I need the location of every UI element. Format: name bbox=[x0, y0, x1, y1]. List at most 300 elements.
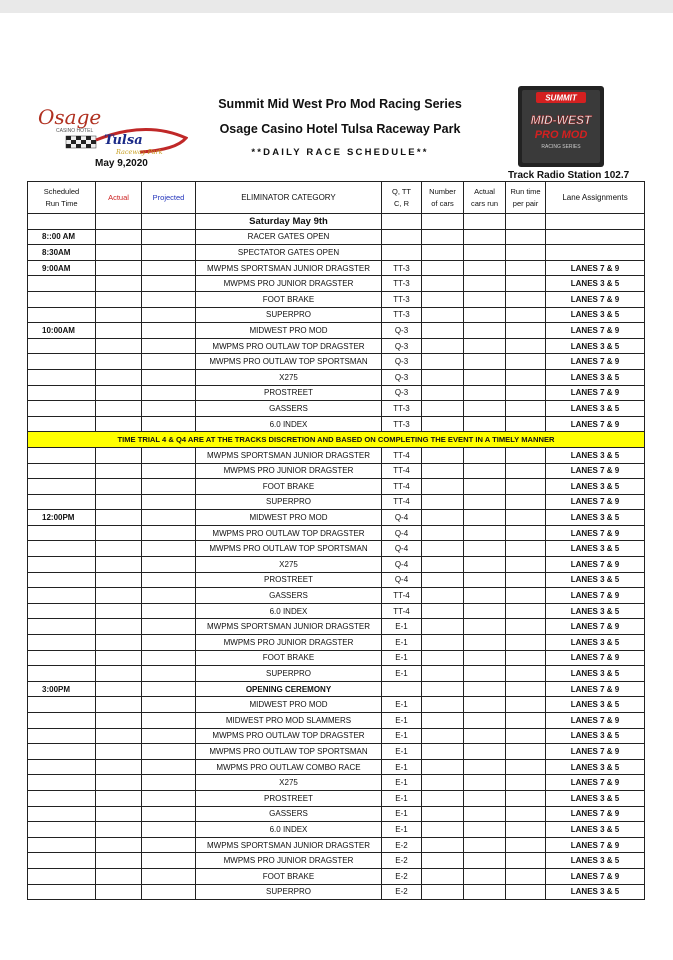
category-cell: MWPMS SPORTSMAN JUNIOR DRAGSTER bbox=[196, 619, 382, 635]
category-cell: RACER GATES OPEN bbox=[196, 229, 382, 245]
qtt-cell: E-1 bbox=[382, 697, 422, 713]
table-row bbox=[28, 588, 645, 604]
scheduled-time-cell bbox=[28, 463, 96, 479]
table-row bbox=[28, 744, 645, 760]
actual-cell bbox=[96, 635, 142, 651]
actual-cars-run-cell bbox=[464, 728, 506, 744]
scheduled-time-cell bbox=[28, 666, 96, 682]
table-row bbox=[28, 697, 645, 713]
qtt-cell: E-2 bbox=[382, 884, 422, 900]
projected-cell bbox=[142, 463, 196, 479]
logo-tulsa-word: Tulsa bbox=[104, 133, 143, 148]
number-of-cars-cell bbox=[422, 713, 464, 729]
run-time-cell bbox=[506, 588, 546, 604]
table-row bbox=[28, 619, 645, 635]
logo-promod-word: PRO MOD bbox=[534, 129, 588, 141]
number-of-cars-cell bbox=[422, 416, 464, 432]
table-row bbox=[28, 806, 645, 822]
number-of-cars-cell bbox=[422, 744, 464, 760]
qtt-cell bbox=[382, 229, 422, 245]
actual-cars-run-cell bbox=[464, 744, 506, 760]
scheduled-time-cell bbox=[28, 354, 96, 370]
actual-cell bbox=[96, 603, 142, 619]
actual-cell bbox=[96, 790, 142, 806]
actual-cars-run-cell bbox=[464, 525, 506, 541]
scheduled-time-cell bbox=[28, 479, 96, 495]
number-of-cars-cell bbox=[422, 775, 464, 791]
category-cell: 6.0 INDEX bbox=[196, 603, 382, 619]
run-time-cell bbox=[506, 447, 546, 463]
scheduled-time-cell bbox=[28, 728, 96, 744]
run-time-cell bbox=[506, 806, 546, 822]
actual-cars-run-cell bbox=[464, 790, 506, 806]
actual-cell bbox=[96, 822, 142, 838]
projected-cell bbox=[142, 245, 196, 261]
actual-cell bbox=[96, 681, 142, 697]
lane-assignment-cell: LANES 7 & 9 bbox=[546, 416, 645, 432]
category-cell: X275 bbox=[196, 369, 382, 385]
run-time-cell bbox=[506, 853, 546, 869]
actual-cars-run-cell bbox=[464, 635, 506, 651]
actual-cell bbox=[96, 245, 142, 261]
scheduled-time-cell bbox=[28, 806, 96, 822]
actual-cars-run-cell bbox=[464, 323, 506, 339]
actual-cars-run-cell bbox=[464, 245, 506, 261]
number-of-cars-cell bbox=[422, 245, 464, 261]
number-of-cars-cell bbox=[422, 557, 464, 573]
lane-assignment-cell: LANES 3 & 5 bbox=[546, 790, 645, 806]
projected-cell bbox=[142, 650, 196, 666]
table-row bbox=[28, 603, 645, 619]
category-cell: GASSERS bbox=[196, 401, 382, 417]
lane-assignment-cell: LANES 7 & 9 bbox=[546, 868, 645, 884]
table-row bbox=[28, 416, 645, 432]
scheduled-time-cell bbox=[28, 494, 96, 510]
scheduled-time-cell bbox=[28, 635, 96, 651]
run-time-cell bbox=[506, 884, 546, 900]
number-of-cars-cell bbox=[422, 790, 464, 806]
number-of-cars-cell bbox=[422, 572, 464, 588]
actual-cars-run-cell bbox=[464, 510, 506, 526]
scheduled-time-cell bbox=[28, 603, 96, 619]
scheduled-time-cell bbox=[28, 588, 96, 604]
category-cell: MWPMS PRO OUTLAW COMBO RACE bbox=[196, 759, 382, 775]
projected-cell bbox=[142, 759, 196, 775]
col-actual-cars-run: Actual cars run bbox=[464, 182, 506, 214]
number-of-cars-cell bbox=[422, 619, 464, 635]
category-cell: FOOT BRAKE bbox=[196, 291, 382, 307]
actual-cell bbox=[96, 806, 142, 822]
run-time-cell bbox=[506, 713, 546, 729]
table-row bbox=[28, 557, 645, 573]
actual-cell bbox=[96, 697, 142, 713]
category-cell: MWPMS PRO OUTLAW TOP SPORTSMAN bbox=[196, 354, 382, 370]
table-row bbox=[28, 291, 645, 307]
col-scheduled: Scheduled Run Time bbox=[28, 182, 96, 214]
projected-cell bbox=[142, 666, 196, 682]
scheduled-time-cell bbox=[28, 338, 96, 354]
projected-cell bbox=[142, 806, 196, 822]
table-row bbox=[28, 479, 645, 495]
category-cell: FOOT BRAKE bbox=[196, 650, 382, 666]
logo-racing-series-word: RACING SERIES bbox=[541, 144, 581, 150]
actual-cars-run-cell bbox=[464, 681, 506, 697]
qtt-cell: E-1 bbox=[382, 790, 422, 806]
lane-assignment-cell: LANES 7 & 9 bbox=[546, 463, 645, 479]
category-cell: MIDWEST PRO MOD bbox=[196, 510, 382, 526]
category-cell: 6.0 INDEX bbox=[196, 416, 382, 432]
lane-assignment-cell: LANES 7 & 9 bbox=[546, 557, 645, 573]
table-row bbox=[28, 666, 645, 682]
qtt-cell: E-1 bbox=[382, 619, 422, 635]
run-time-cell bbox=[506, 307, 546, 323]
actual-cell bbox=[96, 619, 142, 635]
scheduled-time-cell bbox=[28, 759, 96, 775]
actual-cars-run-cell bbox=[464, 385, 506, 401]
lane-assignment-cell: LANES 7 & 9 bbox=[546, 354, 645, 370]
table-row bbox=[28, 681, 645, 697]
col-qtt: Q, TT C, R bbox=[382, 182, 422, 214]
lane-assignment-cell: LANES 3 & 5 bbox=[546, 479, 645, 495]
lane-assignment-cell bbox=[546, 245, 645, 261]
number-of-cars-cell bbox=[422, 588, 464, 604]
actual-cars-run-cell bbox=[464, 416, 506, 432]
table-row bbox=[28, 276, 645, 292]
actual-cell bbox=[96, 541, 142, 557]
number-of-cars-cell bbox=[422, 884, 464, 900]
actual-cell bbox=[96, 572, 142, 588]
run-time-cell bbox=[506, 323, 546, 339]
actual-cars-run-cell bbox=[464, 229, 506, 245]
actual-cars-run-cell bbox=[464, 572, 506, 588]
qtt-cell: TT-4 bbox=[382, 494, 422, 510]
table-row bbox=[28, 775, 645, 791]
qtt-cell: E-2 bbox=[382, 837, 422, 853]
projected-cell bbox=[142, 323, 196, 339]
category-cell: FOOT BRAKE bbox=[196, 479, 382, 495]
projected-cell bbox=[142, 790, 196, 806]
midwest-pro-mod-logo bbox=[518, 86, 604, 167]
table-row bbox=[28, 790, 645, 806]
lane-assignment-cell: LANES 7 & 9 bbox=[546, 713, 645, 729]
category-cell: MWPMS SPORTSMAN JUNIOR DRAGSTER bbox=[196, 447, 382, 463]
lane-assignment-cell: LANES 7 & 9 bbox=[546, 650, 645, 666]
actual-cell bbox=[96, 354, 142, 370]
run-time-cell bbox=[506, 790, 546, 806]
actual-cars-run-cell bbox=[464, 588, 506, 604]
category-cell: MWPMS PRO JUNIOR DRAGSTER bbox=[196, 276, 382, 292]
lane-assignment-cell: LANES 7 & 9 bbox=[546, 744, 645, 760]
number-of-cars-cell bbox=[422, 635, 464, 651]
qtt-cell: Q-4 bbox=[382, 541, 422, 557]
lane-assignment-cell: LANES 3 & 5 bbox=[546, 369, 645, 385]
qtt-cell: TT-3 bbox=[382, 401, 422, 417]
top-bar bbox=[0, 0, 673, 13]
scheduled-time-cell bbox=[28, 385, 96, 401]
number-of-cars-cell bbox=[422, 447, 464, 463]
category-cell: PROSTREET bbox=[196, 790, 382, 806]
scheduled-time-cell bbox=[28, 447, 96, 463]
col-run-time: Run time per pair bbox=[506, 182, 546, 214]
run-time-cell bbox=[506, 494, 546, 510]
run-time-cell bbox=[506, 697, 546, 713]
schedule-subtitle: **DAILY RACE SCHEDULE** bbox=[251, 147, 429, 158]
run-time-cell bbox=[506, 541, 546, 557]
actual-cars-run-cell bbox=[464, 837, 506, 853]
qtt-cell: TT-3 bbox=[382, 416, 422, 432]
actual-cell bbox=[96, 650, 142, 666]
projected-cell bbox=[142, 229, 196, 245]
category-cell: MIDWEST PRO MOD bbox=[196, 697, 382, 713]
projected-cell bbox=[142, 603, 196, 619]
actual-cell bbox=[96, 494, 142, 510]
col-number-of-cars: Number of cars bbox=[422, 182, 464, 214]
projected-cell bbox=[142, 775, 196, 791]
table-row bbox=[28, 307, 645, 323]
projected-cell bbox=[142, 635, 196, 651]
logo-raceway-word: Raceway Park bbox=[116, 148, 163, 156]
scheduled-time-cell bbox=[28, 713, 96, 729]
table-header-row bbox=[28, 182, 645, 214]
actual-cell bbox=[96, 307, 142, 323]
projected-cell bbox=[142, 276, 196, 292]
actual-cars-run-cell bbox=[464, 713, 506, 729]
table-row bbox=[28, 837, 645, 853]
lane-assignment-cell: LANES 7 & 9 bbox=[546, 588, 645, 604]
qtt-cell: E-2 bbox=[382, 853, 422, 869]
scheduled-time-cell bbox=[28, 557, 96, 573]
lane-assignment-cell: LANES 7 & 9 bbox=[546, 260, 645, 276]
qtt-cell: TT-4 bbox=[382, 479, 422, 495]
number-of-cars-cell bbox=[422, 401, 464, 417]
projected-cell bbox=[142, 853, 196, 869]
table-row bbox=[28, 868, 645, 884]
notice-row bbox=[28, 432, 645, 448]
actual-cell bbox=[96, 385, 142, 401]
actual-cell bbox=[96, 666, 142, 682]
category-cell: GASSERS bbox=[196, 588, 382, 604]
projected-cell bbox=[142, 494, 196, 510]
category-cell: MWPMS SPORTSMAN JUNIOR DRAGSTER bbox=[196, 260, 382, 276]
category-cell: SUPERPRO bbox=[196, 666, 382, 682]
projected-cell bbox=[142, 728, 196, 744]
table-row bbox=[28, 323, 645, 339]
number-of-cars-cell bbox=[422, 728, 464, 744]
col-projected: Projected bbox=[142, 182, 196, 214]
actual-cars-run-cell bbox=[464, 853, 506, 869]
scheduled-time-cell bbox=[28, 697, 96, 713]
category-cell: MWPMS PRO OUTLAW TOP DRAGSTER bbox=[196, 728, 382, 744]
logo-midwest-word: MID-WEST bbox=[530, 113, 592, 127]
lane-assignment-cell: LANES 7 & 9 bbox=[546, 291, 645, 307]
lane-assignment-cell: LANES 7 & 9 bbox=[546, 494, 645, 510]
category-cell: MWPMS PRO OUTLAW TOP SPORTSMAN bbox=[196, 541, 382, 557]
run-time-cell bbox=[506, 666, 546, 682]
osage-tulsa-logo bbox=[36, 106, 188, 158]
table-row bbox=[28, 463, 645, 479]
run-time-cell bbox=[506, 603, 546, 619]
actual-cars-run-cell bbox=[464, 619, 506, 635]
actual-cars-run-cell bbox=[464, 354, 506, 370]
scheduled-time-cell: 9:00AM bbox=[28, 260, 96, 276]
number-of-cars-cell bbox=[422, 759, 464, 775]
actual-cell bbox=[96, 728, 142, 744]
logo-osage-word: Osage bbox=[38, 106, 102, 129]
number-of-cars-cell bbox=[422, 479, 464, 495]
table-row bbox=[28, 635, 645, 651]
run-time-cell bbox=[506, 229, 546, 245]
qtt-cell: TT-4 bbox=[382, 447, 422, 463]
actual-cell bbox=[96, 853, 142, 869]
table-row bbox=[28, 541, 645, 557]
table-row bbox=[28, 369, 645, 385]
qtt-cell: E-1 bbox=[382, 822, 422, 838]
lane-assignment-cell: LANES 3 & 5 bbox=[546, 884, 645, 900]
actual-cell bbox=[96, 557, 142, 573]
qtt-cell: TT-3 bbox=[382, 260, 422, 276]
run-time-cell bbox=[506, 479, 546, 495]
projected-cell bbox=[142, 369, 196, 385]
run-time-cell bbox=[506, 245, 546, 261]
actual-cars-run-cell bbox=[464, 822, 506, 838]
number-of-cars-cell bbox=[422, 681, 464, 697]
number-of-cars-cell bbox=[422, 666, 464, 682]
projected-cell bbox=[142, 681, 196, 697]
actual-cars-run-cell bbox=[464, 307, 506, 323]
actual-cell bbox=[96, 837, 142, 853]
category-cell: MWPMS PRO JUNIOR DRAGSTER bbox=[196, 635, 382, 651]
lane-assignment-cell: LANES 3 & 5 bbox=[546, 338, 645, 354]
qtt-cell: Q-4 bbox=[382, 572, 422, 588]
number-of-cars-cell bbox=[422, 276, 464, 292]
scheduled-time-cell bbox=[28, 572, 96, 588]
number-of-cars-cell bbox=[422, 494, 464, 510]
projected-cell bbox=[142, 557, 196, 573]
run-time-cell bbox=[506, 619, 546, 635]
actual-cell bbox=[96, 260, 142, 276]
projected-cell bbox=[142, 868, 196, 884]
category-cell: MWPMS PRO OUTLAW TOP DRAGSTER bbox=[196, 525, 382, 541]
checkered-flag-icon bbox=[66, 136, 96, 148]
category-cell: GASSERS bbox=[196, 806, 382, 822]
number-of-cars-cell bbox=[422, 323, 464, 339]
venue-title: Osage Casino Hotel Tulsa Raceway Park bbox=[219, 122, 461, 136]
lane-assignment-cell: LANES 3 & 5 bbox=[546, 822, 645, 838]
run-time-cell bbox=[506, 744, 546, 760]
run-time-cell bbox=[506, 401, 546, 417]
number-of-cars-cell bbox=[422, 837, 464, 853]
qtt-cell: TT-4 bbox=[382, 588, 422, 604]
lane-assignment-cell: LANES 3 & 5 bbox=[546, 276, 645, 292]
run-time-cell bbox=[506, 775, 546, 791]
category-cell: SPECTATOR GATES OPEN bbox=[196, 245, 382, 261]
actual-cars-run-cell bbox=[464, 884, 506, 900]
number-of-cars-cell bbox=[422, 541, 464, 557]
actual-cell bbox=[96, 525, 142, 541]
category-cell: PROSTREET bbox=[196, 572, 382, 588]
scheduled-time-cell bbox=[28, 525, 96, 541]
run-time-cell bbox=[506, 837, 546, 853]
table-row bbox=[28, 510, 645, 526]
lane-assignment-cell: LANES 3 & 5 bbox=[546, 697, 645, 713]
qtt-cell: E-2 bbox=[382, 868, 422, 884]
lane-assignment-cell: LANES 3 & 5 bbox=[546, 853, 645, 869]
projected-cell bbox=[142, 525, 196, 541]
table-row bbox=[28, 728, 645, 744]
projected-cell bbox=[142, 884, 196, 900]
lane-assignment-cell: LANES 7 & 9 bbox=[546, 323, 645, 339]
category-cell: X275 bbox=[196, 557, 382, 573]
projected-cell bbox=[142, 479, 196, 495]
table-row bbox=[28, 822, 645, 838]
actual-cars-run-cell bbox=[464, 557, 506, 573]
table-row bbox=[28, 447, 645, 463]
projected-cell bbox=[142, 713, 196, 729]
run-time-cell bbox=[506, 385, 546, 401]
race-date: May 9,2020 bbox=[95, 158, 148, 169]
run-time-cell bbox=[506, 822, 546, 838]
lane-assignment-cell: LANES 7 & 9 bbox=[546, 681, 645, 697]
actual-cars-run-cell bbox=[464, 494, 506, 510]
lane-assignment-cell: LANES 3 & 5 bbox=[546, 401, 645, 417]
number-of-cars-cell bbox=[422, 868, 464, 884]
run-time-cell bbox=[506, 369, 546, 385]
series-title: Summit Mid West Pro Mod Racing Series bbox=[218, 97, 462, 111]
number-of-cars-cell bbox=[422, 338, 464, 354]
qtt-cell bbox=[382, 681, 422, 697]
table-row bbox=[28, 884, 645, 900]
projected-cell bbox=[142, 697, 196, 713]
scheduled-time-cell bbox=[28, 853, 96, 869]
scheduled-time-cell bbox=[28, 416, 96, 432]
projected-cell bbox=[142, 416, 196, 432]
scheduled-time-cell bbox=[28, 276, 96, 292]
actual-cell bbox=[96, 868, 142, 884]
actual-cars-run-cell bbox=[464, 463, 506, 479]
run-time-cell bbox=[506, 635, 546, 651]
category-cell: 6.0 INDEX bbox=[196, 822, 382, 838]
number-of-cars-cell bbox=[422, 853, 464, 869]
scheduled-time-cell bbox=[28, 291, 96, 307]
lane-assignment-cell: LANES 3 & 5 bbox=[546, 541, 645, 557]
number-of-cars-cell bbox=[422, 603, 464, 619]
category-cell: X275 bbox=[196, 775, 382, 791]
qtt-cell: E-1 bbox=[382, 713, 422, 729]
table-row bbox=[28, 853, 645, 869]
run-time-cell bbox=[506, 354, 546, 370]
projected-cell bbox=[142, 260, 196, 276]
qtt-cell: E-1 bbox=[382, 759, 422, 775]
scheduled-time-cell bbox=[28, 884, 96, 900]
number-of-cars-cell bbox=[422, 510, 464, 526]
actual-cars-run-cell bbox=[464, 260, 506, 276]
projected-cell bbox=[142, 837, 196, 853]
actual-cars-run-cell bbox=[464, 401, 506, 417]
qtt-cell: E-1 bbox=[382, 775, 422, 791]
lane-assignment-cell: LANES 3 & 5 bbox=[546, 603, 645, 619]
scheduled-time-cell bbox=[28, 369, 96, 385]
lane-assignment-cell: LANES 3 & 5 bbox=[546, 728, 645, 744]
category-cell: MIDWEST PRO MOD bbox=[196, 323, 382, 339]
run-time-cell bbox=[506, 338, 546, 354]
run-time-cell bbox=[506, 276, 546, 292]
scheduled-time-cell bbox=[28, 744, 96, 760]
run-time-cell bbox=[506, 557, 546, 573]
actual-cell bbox=[96, 447, 142, 463]
projected-cell bbox=[142, 588, 196, 604]
lane-assignment-cell: LANES 3 & 5 bbox=[546, 635, 645, 651]
run-time-cell bbox=[506, 525, 546, 541]
